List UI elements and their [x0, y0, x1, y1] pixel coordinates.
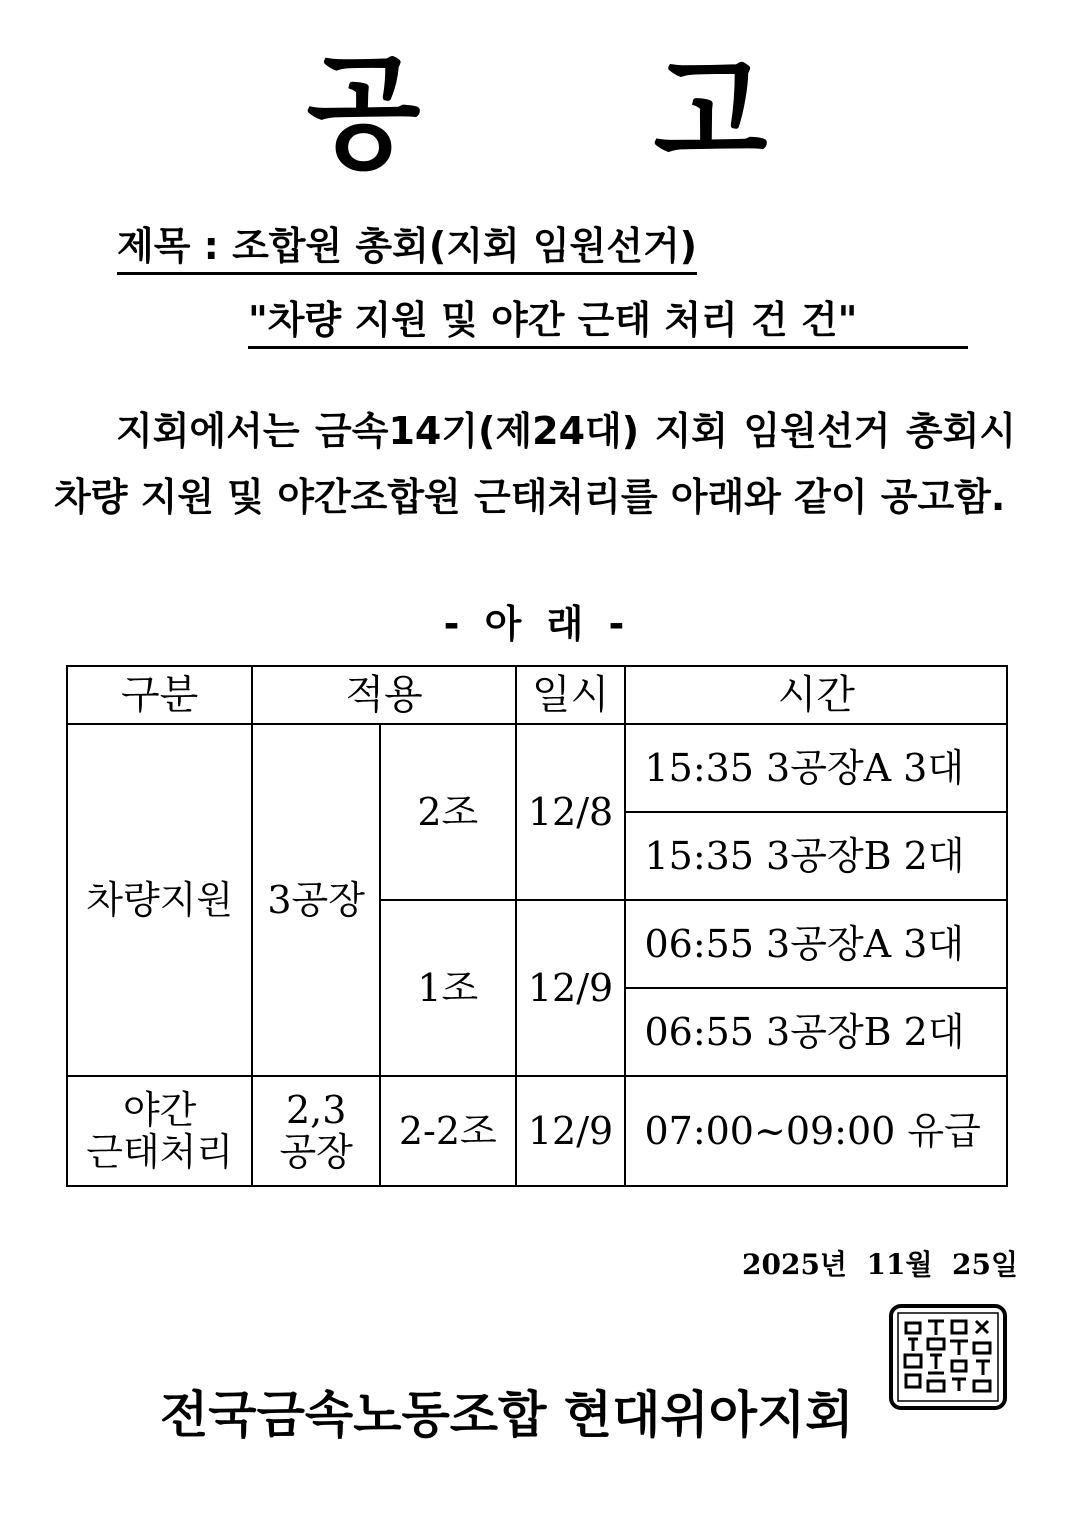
- night-plant: [252, 1076, 380, 1186]
- notice-date: 2025년 11월 25일: [742, 1248, 1018, 1281]
- night-time: 07:00~09:00 유급: [625, 1076, 1007, 1186]
- subject-line-1: 제목 : 조합원 총회(지회 임원선거): [117, 222, 697, 275]
- vehicle-shift-1: 2조: [380, 724, 516, 900]
- vehicle-category: 차량지원: [67, 724, 252, 1076]
- night-shift: 2-2조: [380, 1076, 516, 1186]
- vehicle-date-2: 12/9: [516, 900, 626, 1076]
- header-date: 일시: [516, 666, 626, 724]
- subject-line-2: "차량 지원 및 야간 근태 처리 건 건": [248, 296, 968, 349]
- table-row: [67, 724, 1007, 812]
- header-apply: 적용: [252, 666, 515, 724]
- notice-title: 공 고: [306, 40, 864, 186]
- vehicle-time: 15:35 3공장B 2대: [625, 812, 1007, 900]
- official-seal-icon: [888, 1303, 1008, 1411]
- notice-body: [54, 398, 1016, 530]
- night-category: [67, 1076, 252, 1186]
- table-header-row: [67, 666, 1007, 724]
- night-category-line-2: 근태처리: [86, 1130, 234, 1174]
- vehicle-time: 06:55 3공장A 3대: [625, 900, 1007, 988]
- night-category-line-1: 야간: [122, 1088, 197, 1132]
- night-plant-line-2: 공장: [279, 1130, 353, 1174]
- vehicle-date-1: 12/8: [516, 724, 626, 900]
- night-plant-line-1: 2,3: [285, 1088, 347, 1132]
- night-date: 12/9: [516, 1076, 626, 1186]
- vehicle-plant: 3공장: [252, 724, 380, 1076]
- vehicle-time: 15:35 3공장A 3대: [625, 724, 1007, 812]
- vehicle-time: 06:55 3공장B 2대: [625, 988, 1007, 1076]
- notice-paragraph: 지회에서는 금속14기(제24대) 지회 임원선거 총회시 차량 지원 및 야간조합원 근태처리를 아래와 같이 공고함.: [54, 409, 1016, 519]
- below-heading: - 아 래 -: [443, 602, 631, 646]
- union-name: 전국금속노동조합 현대위아지회: [160, 1386, 854, 1444]
- vehicle-shift-2: 1조: [380, 900, 516, 1076]
- header-category: 구분: [67, 666, 252, 724]
- table-row: [67, 1076, 1007, 1186]
- header-time: 시간: [625, 666, 1007, 724]
- schedule-table: [66, 665, 1008, 1187]
